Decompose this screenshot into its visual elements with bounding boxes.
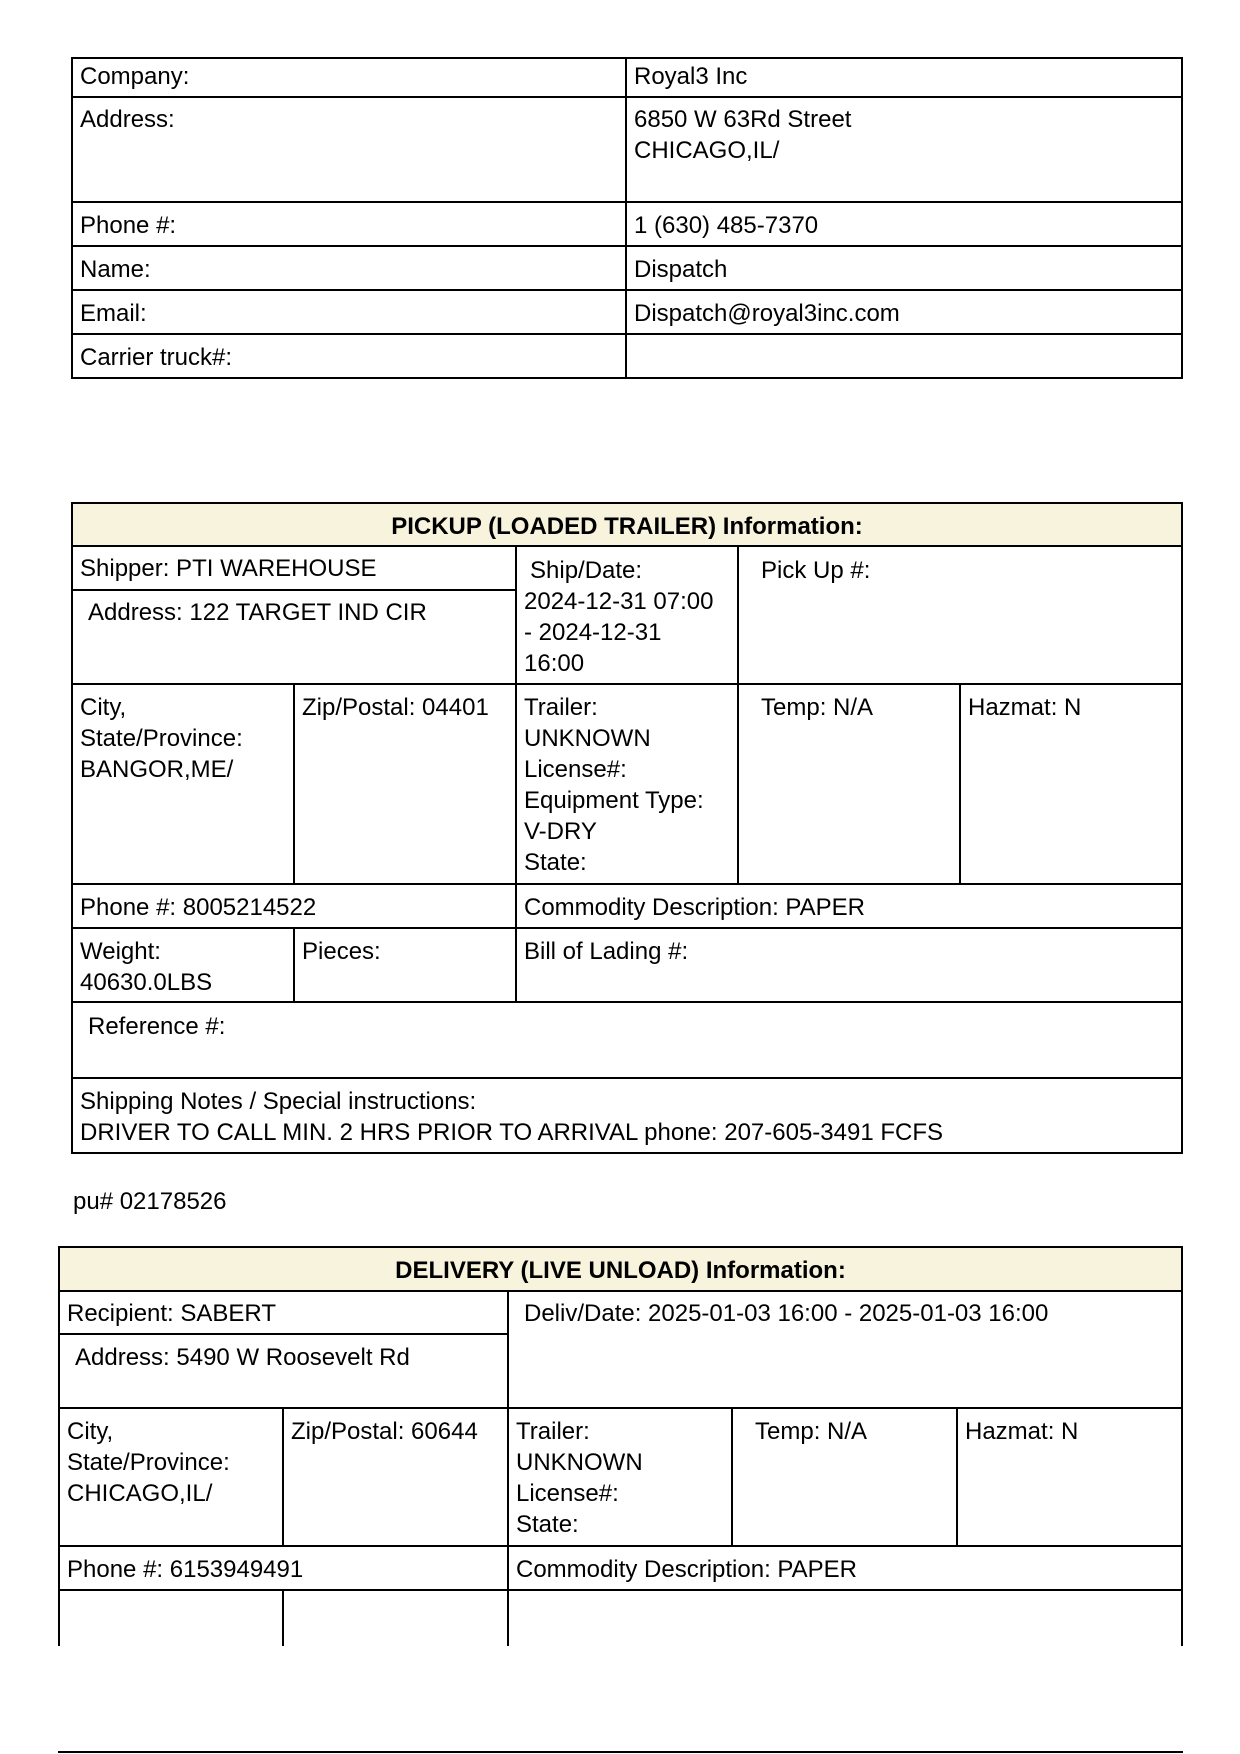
carrier-row-line bbox=[71, 245, 1183, 247]
email-value: Dispatch@royal3inc.com bbox=[634, 300, 900, 327]
company-label: Company: bbox=[80, 63, 190, 90]
address-label: Address: bbox=[80, 106, 175, 133]
address-value: 6850 W 63Rd Street CHICAGO,IL/ bbox=[634, 106, 852, 164]
carrier-row-line bbox=[71, 333, 1183, 335]
delivery-row-line bbox=[58, 1589, 1183, 1591]
delivery-temp: Temp: N/A bbox=[755, 1418, 868, 1445]
delivery-header: DELIVERY (LIVE UNLOAD) Information: bbox=[60, 1248, 1181, 1290]
name-value: Dispatch bbox=[634, 256, 728, 283]
pickup-zip: Zip/Postal: 04401 bbox=[302, 694, 489, 721]
pickup-address: Address: 122 TARGET IND CIR bbox=[88, 599, 427, 626]
pickup-temp: Temp: N/A bbox=[761, 694, 874, 721]
pickup-shipper: Shipper: PTI WAREHOUSE bbox=[80, 555, 377, 582]
pickup-city: City, State/Province: BANGOR,ME/ bbox=[80, 694, 243, 783]
delivery-deliv-date: Deliv/Date: 2025-01-03 16:00 - 2025-01-03 16:00 bbox=[524, 1300, 1049, 1327]
pickup-phone: Phone #: 8005214522 bbox=[80, 894, 317, 921]
delivery-phone: Phone #: 6153949491 bbox=[67, 1556, 304, 1583]
phone-label: Phone #: bbox=[80, 212, 177, 239]
company-value: Royal3 Inc bbox=[634, 63, 748, 90]
pickup-pieces: Pieces: bbox=[302, 938, 381, 965]
page-bottom-rule bbox=[58, 1751, 1183, 1753]
pickup-trailer: Trailer: UNKNOWN License#: Equipment Type: V-DRY State: bbox=[524, 694, 704, 876]
delivery-recipient: Recipient: SABERT bbox=[67, 1300, 276, 1327]
phone-value: 1 (630) 485-7370 bbox=[634, 212, 819, 239]
carrier-row-line bbox=[71, 201, 1183, 203]
delivery-col-line bbox=[282, 1589, 284, 1646]
delivery-address: Address: 5490 W Roosevelt Rd bbox=[75, 1344, 410, 1371]
pickup-ship-date-label: Ship/Date: bbox=[530, 557, 643, 584]
delivery-city: City, State/Province: CHICAGO,IL/ bbox=[67, 1418, 230, 1507]
pickup-row-line bbox=[71, 545, 1183, 547]
pickup-ship-date-value: 2024-12-31 07:00 - 2024-12-31 16:00 bbox=[524, 588, 714, 677]
pickup-weight: Weight: 40630.0LBS bbox=[80, 938, 213, 996]
pickup-row-line bbox=[71, 683, 1183, 685]
carrier-truck-value bbox=[627, 340, 1177, 344]
delivery-commodity: Commodity Description: PAPER bbox=[516, 1556, 857, 1583]
pickup-row-line bbox=[71, 1001, 1183, 1003]
pickup-number-label: Pick Up #: bbox=[761, 557, 871, 584]
delivery-row-line bbox=[58, 1407, 1183, 1409]
carrier-row-line bbox=[71, 289, 1183, 291]
delivery-hazmat: Hazmat: N bbox=[965, 1418, 1079, 1445]
pickup-row-line bbox=[71, 927, 1183, 929]
pickup-commodity: Commodity Description: PAPER bbox=[524, 894, 865, 921]
delivery-row-line bbox=[58, 1333, 509, 1335]
pu-number: pu# 02178526 bbox=[73, 1188, 227, 1215]
delivery-row-line bbox=[58, 1290, 1183, 1292]
carrier-row-line bbox=[71, 96, 1183, 98]
pickup-header: PICKUP (LOADED TRAILER) Information: bbox=[73, 504, 1181, 545]
pickup-reference: Reference #: bbox=[88, 1013, 226, 1040]
pickup-bill-of-lading: Bill of Lading #: bbox=[524, 938, 689, 965]
delivery-trailer: Trailer: UNKNOWN License#: State: bbox=[516, 1418, 643, 1538]
name-label: Name: bbox=[80, 256, 151, 283]
pickup-shipping-notes: Shipping Notes / Special instructions: DRIVER TO CALL MIN. 2 HRS PRIOR TO ARRIVAL phone: 207-605-3491 FCFS bbox=[80, 1088, 944, 1146]
pickup-row-line bbox=[71, 589, 517, 591]
pickup-row-line bbox=[71, 1077, 1183, 1079]
email-label: Email: bbox=[80, 300, 147, 327]
pickup-hazmat: Hazmat: N bbox=[968, 694, 1082, 721]
pickup-row-line bbox=[71, 883, 1183, 885]
carrier-truck-label: Carrier truck#: bbox=[80, 344, 233, 371]
delivery-zip: Zip/Postal: 60644 bbox=[291, 1418, 478, 1445]
delivery-row-line bbox=[58, 1545, 1183, 1547]
